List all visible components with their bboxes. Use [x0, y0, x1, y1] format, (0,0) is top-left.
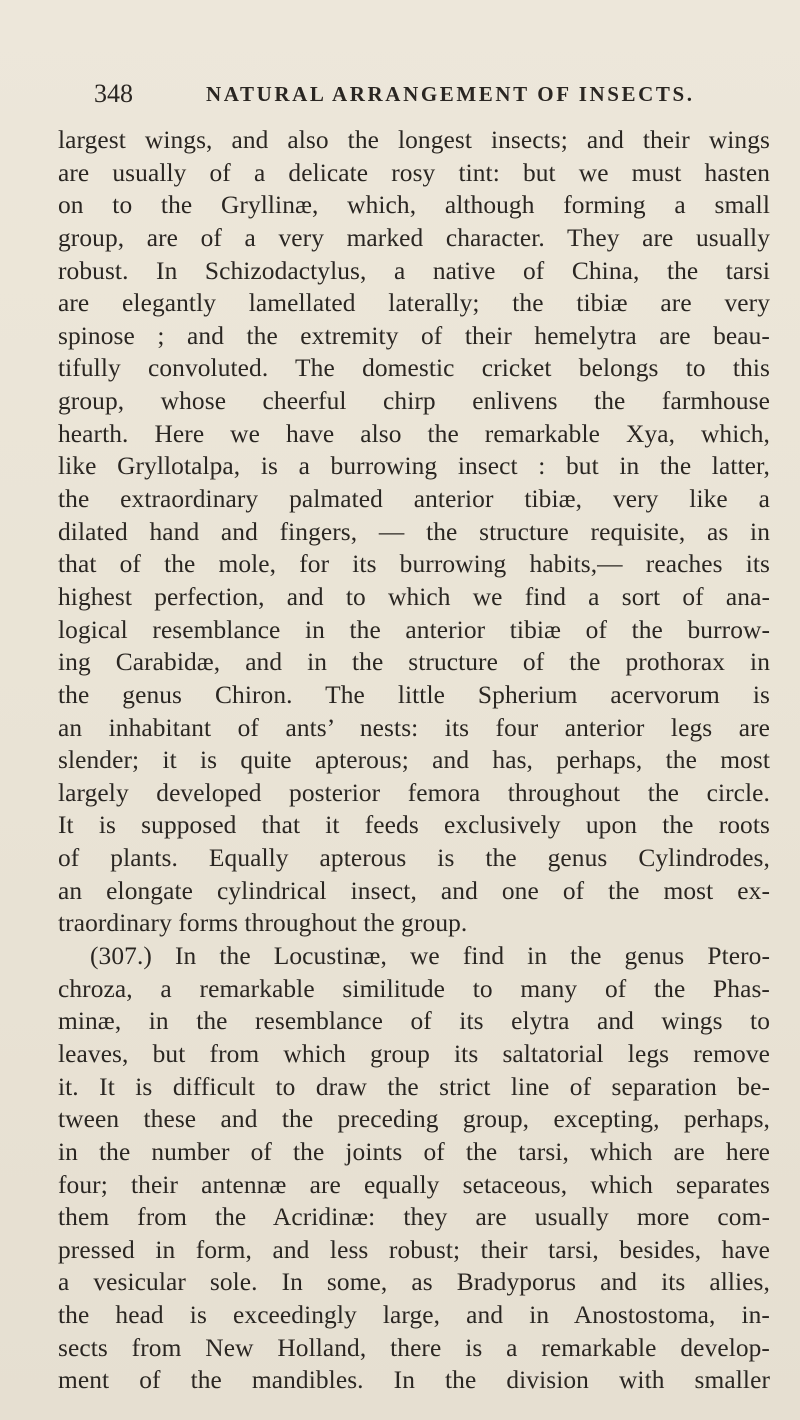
- page-number: 348: [94, 79, 133, 108]
- text-line: of plants. Equally apterous is the genus Cylindrodes,: [58, 844, 770, 873]
- text-line: logical resemblance in the anterior tibiæ of the burrow-: [58, 615, 770, 644]
- text-line: robust. In Schizodactylus, a native of China, the tarsi: [58, 256, 770, 285]
- text-line: traordinary forms throughout the group.: [58, 909, 468, 938]
- text-line: the genus Chiron. The little Spherium acervorum is: [58, 680, 770, 709]
- running-head: [94, 78, 770, 110]
- text-line: ment of the mandibles. In the division with smaller: [58, 1366, 770, 1395]
- text-line: highest perfection, and to which we find a sort of ana-: [58, 582, 770, 611]
- text-line: leaves, but from which group its saltatorial legs remove: [58, 1039, 770, 1068]
- running-title: NATURAL ARRANGEMENT OF INSECTS.: [206, 82, 695, 106]
- text-line: minæ, in the resemblance of its elytra and wings to: [58, 1007, 770, 1036]
- text-line: chroza, a remarkable similitude to many of the Phas-: [58, 974, 770, 1003]
- text-line: in the number of the joints of the tarsi, which are here: [58, 1137, 770, 1166]
- text-line: that of the mole, for its burrowing habits,— reaches its: [58, 550, 770, 579]
- text-line: largest wings, and also the longest insects; and their wings: [58, 126, 770, 154]
- text-line: an inhabitant of ants’ nests: its four anterior legs are: [58, 713, 770, 742]
- body-text: [58, 124, 770, 1397]
- text-line: a vesicular sole. In some, as Bradyporus and its allies,: [58, 1268, 770, 1297]
- text-line: the extraordinary palmated anterior tibiæ, very like a: [58, 485, 770, 514]
- text-line: are usually of a delicate rosy tint: but we must hasten: [58, 158, 770, 187]
- text-line: slender; it is quite apterous; and has, perhaps, the most: [58, 746, 770, 775]
- text-line: an elongate cylindrical insect, and one of the most ex-: [58, 876, 770, 905]
- text-line: hearth. Here we have also the remarkable Xya, which,: [58, 419, 770, 448]
- paragraph-start-line: (307.) In the Locustinæ, we find in the genus Ptero-: [90, 942, 770, 971]
- text-line: group, are of a very marked character. They are usually: [58, 223, 770, 252]
- text-line: them from the Acridinæ: they are usually more com-: [58, 1203, 770, 1232]
- text-line: group, whose cheerful chirp enlivens the farmhouse: [58, 387, 770, 416]
- text-line: on to the Gryllinæ, which, although forming a small: [58, 191, 770, 220]
- text-line: sects from New Holland, there is a remarkable develop-: [58, 1333, 770, 1362]
- text-line: tifully convoluted. The domestic cricket belongs to this: [58, 354, 770, 383]
- text-line: the head is exceedingly large, and in Anostostoma, in-: [58, 1301, 770, 1330]
- text-line: like Gryllotalpa, is a burrowing insect : but in the latter,: [58, 452, 770, 481]
- text-line: It is supposed that it feeds exclusively upon the roots: [58, 811, 770, 840]
- text-line: four; their antennæ are equally setaceous, which separates: [58, 1170, 770, 1199]
- text-line: ing Carabidæ, and in the structure of the prothorax in: [58, 648, 770, 677]
- text-line: largely developed posterior femora throughout the circle.: [58, 778, 770, 807]
- text-line: dilated hand and fingers, — the structure requisite, as in: [58, 517, 770, 546]
- text-line: spinose ; and the extremity of their hemelytra are beau-: [58, 321, 770, 350]
- text-line: tween these and the preceding group, excepting, perhaps,: [58, 1105, 770, 1134]
- text-line: it. It is difficult to draw the strict line of separation be-: [58, 1072, 770, 1101]
- text-line: pressed in form, and less robust; their tarsi, besides, have: [58, 1235, 770, 1264]
- text-line: are elegantly lamellated laterally; the tibiæ are very: [58, 289, 770, 318]
